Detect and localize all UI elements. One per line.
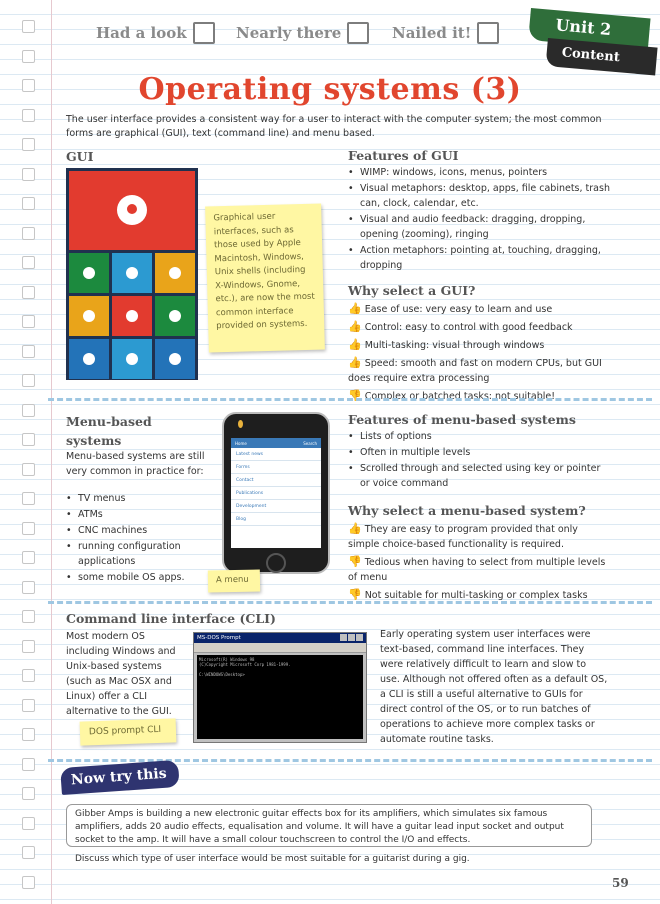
unit-tab: Unit 2 — [528, 8, 650, 50]
checkbox[interactable] — [477, 22, 499, 44]
dos-console: Microsoft(R) Windows 98 (C)Copyright Microsoft Corp 1981-1999. C:\WINDOWS\Desktop> — [197, 655, 363, 739]
app-icon — [117, 195, 147, 225]
list-item: • WIMP: windows, icons, menus, pointers — [346, 165, 616, 180]
thumbs-up-icon: 👍 — [348, 302, 362, 315]
binder-square — [22, 109, 35, 122]
binder-square — [22, 758, 35, 771]
binder-square — [22, 551, 35, 564]
list-item: • Often in multiple levels — [346, 445, 608, 460]
thumbs-up-icon: 👍 — [348, 522, 362, 535]
list-item: • CNC machines — [64, 523, 214, 538]
binder-square — [22, 433, 35, 446]
menu-row: Blog — [231, 513, 321, 526]
margin-line — [51, 0, 52, 904]
app-tile — [69, 339, 109, 379]
task-question: Discuss which type of user interface would be most suitable for a guitarist during a gig. — [75, 854, 470, 864]
now-try-this-badge: Now try this — [60, 760, 179, 795]
binder-square — [22, 522, 35, 535]
thumbs-up-icon: 👍 — [348, 356, 362, 369]
app-tile — [155, 253, 195, 293]
binder-square — [22, 846, 35, 859]
list-item: 👎 Not suitable for multi-tasking or complex tasks — [348, 588, 588, 601]
thumbs-down-icon: 👎 — [348, 555, 362, 568]
list-item: • Visual metaphors: desktop, apps, file cabinets, trash can, clock, calendar, etc. — [346, 181, 616, 211]
app-tile — [112, 296, 152, 336]
maximize-icon — [348, 634, 355, 641]
binder-square — [22, 787, 35, 800]
menu-row: Forms — [231, 461, 321, 474]
cli-description: Early operating system user interfaces were text-based, command line interfaces. They were relatively difficult to learn and slow to use. Although not offered often as a default OS, a CLI is still a useful alternative to GUIs for direct control of the OS, or to run batches of operations to achieve more complex tasks or automate routine tasks. — [380, 629, 608, 745]
cli-caption: DOS prompt CLI — [80, 718, 177, 745]
binder-square — [22, 876, 35, 889]
binder-square — [22, 227, 35, 240]
phone-screen: Home Search Latest news Forms Contact Publications Development Blog — [231, 438, 321, 548]
dos-window — [193, 632, 367, 743]
app-tile — [112, 253, 152, 293]
list-item: • running configuration applications — [64, 539, 214, 569]
menu-features-list — [346, 429, 608, 492]
list-item: 👎 Tedious when having to select from multiple levels of menu — [348, 555, 606, 583]
menu-text: Menu-based systems are still very common in practice for: — [66, 451, 205, 477]
binder-square — [22, 463, 35, 476]
app-tile — [69, 253, 109, 293]
menu-why-list — [348, 521, 606, 605]
thumbs-up-icon: 👍 — [348, 338, 362, 351]
intro-text: The user interface provides a consistent way for a user to interact with the computer system; the most common forms are graphical (GUI), text (command line) and menu based. — [66, 114, 602, 139]
binder-square — [22, 345, 35, 358]
binder-square — [22, 610, 35, 623]
app-icon — [169, 310, 181, 322]
app-tile — [155, 296, 195, 336]
checkbox[interactable] — [193, 22, 215, 44]
binder-square — [22, 50, 35, 63]
minimize-icon — [340, 634, 347, 641]
progress-label: Nailed it! — [392, 24, 472, 42]
app-icon — [126, 310, 138, 322]
progress-had-a-look[interactable] — [96, 22, 215, 44]
list-item: 👍 They are easy to program provided that only simple choice-based functionality is required. — [348, 522, 578, 550]
section-divider — [48, 398, 652, 401]
binder-square — [22, 640, 35, 653]
task-box: Gibber Amps is building a new electronic guitar effects box for its amplifiers, which simulates six famous amplifiers, adds 20 audio effects, equalisation and volume. It will have a guitar lead input socket and output socket to the amp. It will have a small colour touchscreen to control the I/O and effects. — [66, 804, 592, 847]
list-item: 👍 Multi-tasking: visual through windows — [348, 338, 545, 351]
menu-why-heading: Why select a menu-based system? — [348, 503, 586, 518]
binder-square — [22, 138, 35, 151]
progress-nearly-there[interactable] — [236, 22, 369, 44]
app-icon — [126, 267, 138, 279]
menu-row: Development — [231, 500, 321, 513]
gui-why-list — [348, 301, 610, 406]
menu-features-heading: Features of menu-based systems — [348, 412, 576, 427]
binder-square — [22, 286, 35, 299]
gui-heading: GUI — [66, 149, 94, 164]
list-item: • TV menus — [64, 491, 214, 506]
progress-label: Had a look — [96, 24, 187, 42]
binder-square — [22, 581, 35, 594]
thumbs-up-icon: 👍 — [348, 320, 362, 333]
home-button — [266, 553, 286, 573]
gui-features-heading: Features of GUI — [348, 148, 459, 163]
binder-square — [22, 817, 35, 830]
binder-square — [22, 492, 35, 505]
section-tab: Content — [546, 38, 658, 75]
binder-square — [22, 256, 35, 269]
binder-square — [22, 669, 35, 682]
app-icon — [83, 353, 95, 365]
app-icon — [126, 353, 138, 365]
progress-nailed-it[interactable] — [392, 22, 499, 44]
binder-square — [22, 728, 35, 741]
list-item: • Lists of options — [346, 429, 608, 444]
list-item: • Action metaphors: pointing at, touching, dragging, dropping — [346, 243, 616, 273]
menu-caption: A menu — [208, 570, 260, 593]
list-item: 👍 Speed: smooth and fast on modern CPUs, but GUI does require extra processing — [348, 356, 602, 384]
binder-square — [22, 20, 35, 33]
app-icon — [83, 267, 95, 279]
page-number: 59 — [612, 876, 629, 890]
large-tile — [69, 171, 195, 250]
thumbs-down-icon: 👎 — [348, 389, 362, 402]
app-icon — [169, 353, 181, 365]
list-item: • some mobile OS apps. — [64, 570, 214, 585]
binder-square — [22, 374, 35, 387]
menu-row: Contact — [231, 474, 321, 487]
binder-square — [22, 404, 35, 417]
menu-uses-list — [64, 491, 214, 586]
list-item: 👍 Control: easy to control with good feedback — [348, 320, 573, 333]
menu-row: Publications — [231, 487, 321, 500]
binder-square — [22, 197, 35, 210]
binder-square — [22, 315, 35, 328]
checkbox[interactable] — [347, 22, 369, 44]
gui-sticky-note: Graphical user interfaces, such as those used by Apple Macintosh, Windows, Unix shells (including X-Windows, Gnome, etc.), are now the most common interface provided on systems. — [205, 204, 325, 353]
app-tile — [69, 296, 109, 336]
app-tile — [155, 339, 195, 379]
menu-row: Latest news — [231, 448, 321, 461]
menu-heading: Menu-based systems — [66, 414, 152, 448]
phone-image — [222, 412, 330, 574]
app-icon — [83, 310, 95, 322]
progress-label: Nearly there — [236, 24, 342, 42]
dos-toolbar — [194, 643, 366, 653]
binder-square — [22, 168, 35, 181]
binder-square — [22, 699, 35, 712]
section-divider — [48, 601, 652, 604]
list-item: • Scrolled through and selected using key or pointer or voice command — [346, 461, 608, 491]
dos-title: MS-DOS Prompt — [194, 633, 366, 643]
list-item: • ATMs — [64, 507, 214, 522]
cli-text: Most modern OS including Windows and Unix-based systems (such as Mac OSX and Linux) offer a CLI alternative to the GUI. — [66, 631, 176, 717]
list-item: 👍 Ease of use: very easy to learn and use — [348, 302, 553, 315]
gui-tile-image — [66, 168, 198, 380]
list-item: 👎 Complex or batched tasks: not suitable! — [348, 389, 556, 402]
list-item: • Visual and audio feedback: dragging, dropping, opening (zooming), ringing — [346, 212, 616, 242]
cli-heading: Command line interface (CLI) — [66, 611, 276, 626]
close-icon — [356, 634, 363, 641]
gui-why-heading: Why select a GUI? — [348, 283, 476, 298]
thumbs-down-icon: 👎 — [348, 588, 362, 601]
app-icon — [169, 267, 181, 279]
gui-features-list — [346, 165, 616, 274]
page-title: Operating systems (3) — [138, 72, 522, 107]
app-tile — [112, 339, 152, 379]
